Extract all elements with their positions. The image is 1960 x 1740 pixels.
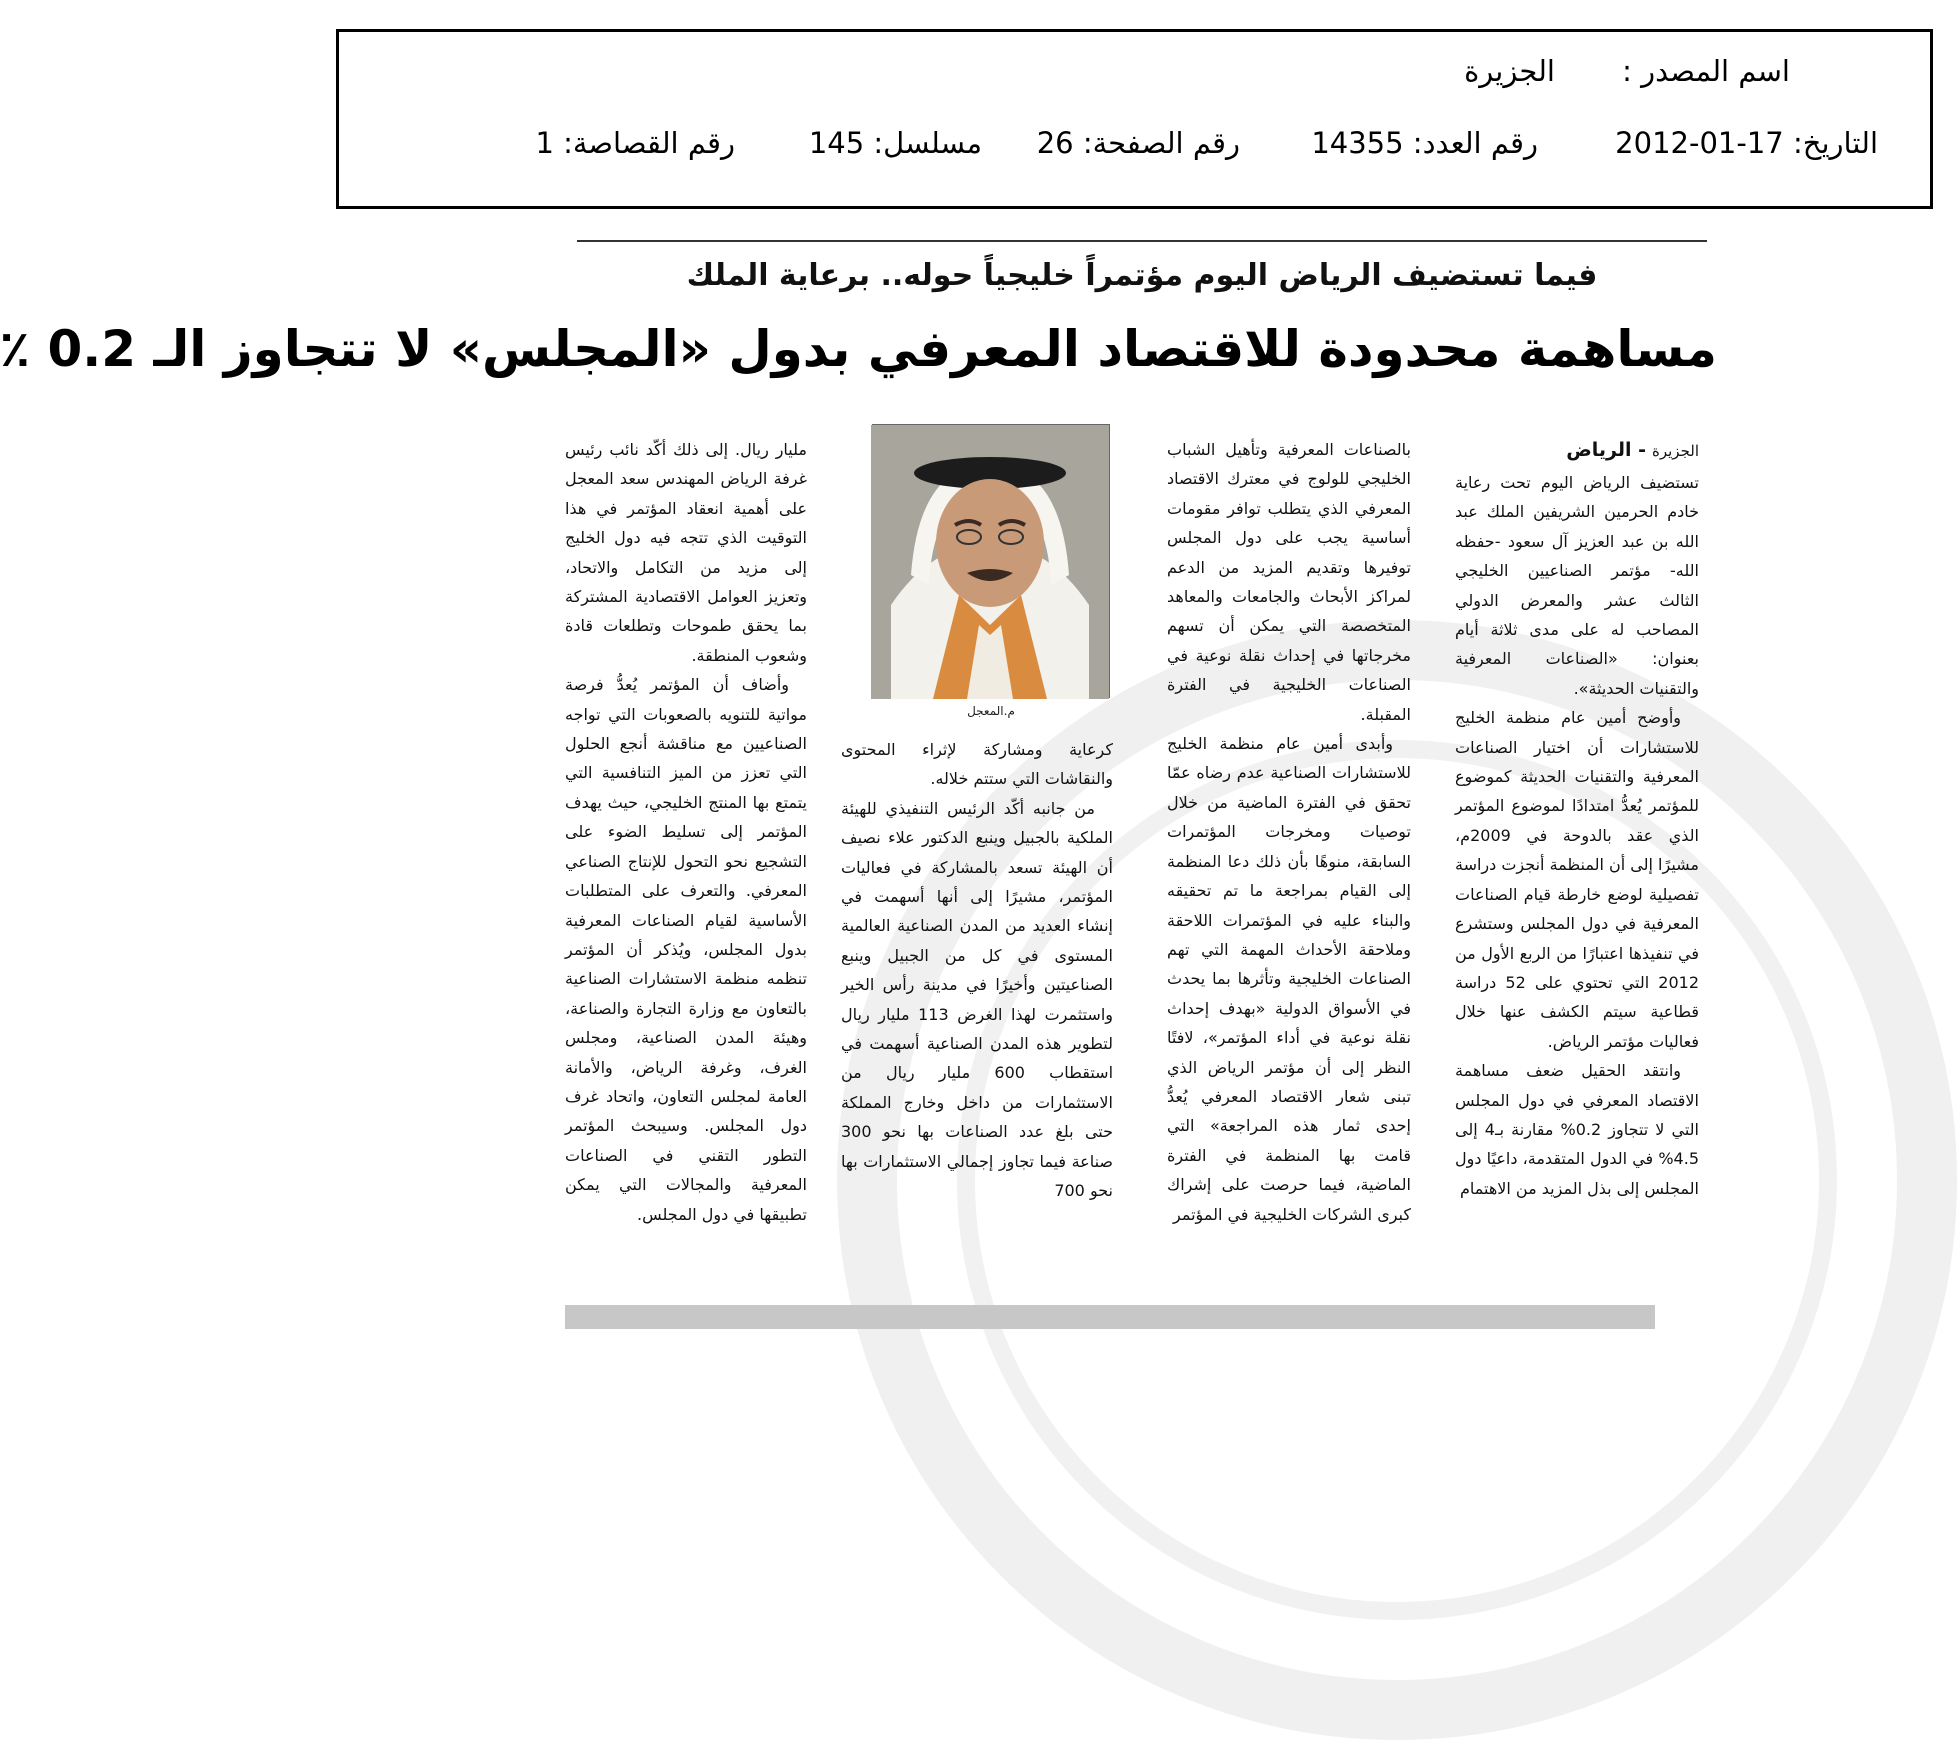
source-value: الجزيرة — [1464, 54, 1555, 88]
source-label: اسم المصدر : — [1622, 54, 1790, 88]
paragraph: بالصناعات المعرفية وتأهيل الشباب الخليجي للولوج في معترك الاقتصاد المعرفي الذي يتطلب توافر مقومات أساسية يجب على دول المجلس توفيرها وتقديم المزيد من الدعم لمراكز الأبحاث والجامعات والمعاهد المتخصصة التي يمكن أن تسهم مخرجاتها في إحداث نقلة نوعية في الصناعات الخليجية في الفترة المقبلة. — [1167, 440, 1411, 724]
paragraph: كرعاية ومشاركة لإثراء المحتوى والنقاشات التي ستتم خلاله. — [841, 740, 1113, 789]
paragraph: من جانبه أكّد الرئيس التنفيذي للهيئة الملكية بالجبيل وينبع الدكتور علاء نصيف أن الهيئة تسعد بالمشاركة في فعاليات المؤتمر، مشيرًا إلى أنها أسهمت في إنشاء العديد من المدن الصناعية العالمية المستوى في كل من الجبيل وينبع الصناعيتين وأخيرًا في مدينة رأس الخير واستثمرت لهذا الغرض 113 مليار ريال لتطوير هذه المدن الصناعية أسهمت في استقطاب 600 مليار ريال من الاستثمارات من داخل وخارج المملكة حتى بلغ عدد الصناعات بها نحو 300 صناعة فيما تجاوز إجمالي الاستثمارات بها نحو 700 — [841, 798, 1114, 1201]
serial-number-field: مسلسل: 145 — [808, 126, 982, 160]
byline — [1455, 435, 1699, 466]
photo-caption: م.المعجل — [967, 704, 1015, 718]
paragraph: وأضاف أن المؤتمر يُعدُّ فرصة مواتية للتنويه بالصعوبات التي تواجه الصناعيين مع مناقشة أنجع الحلول التي تعزز من الميز التنافسية التي يتمتع بها المنتج الخليجي، حيث يهدف المؤتمر إلى تسليط الضوء على التشجيع نحو التحول للإنتاج الصناعي المعرفي. والتعرف على المتطلبات الأساسية لقيام الصناعات المعرفية بدول المجلس، ويُذكر أن المؤتمر تنظمه منظمة الاستشارات الصناعية بالتعاون مع وزارة التجارة والصناعة، وهيئة المدن الصناعية، ومجلس الغرف، وغرفة الرياض، والأمانة العامة لمجلس التعاون، واتحاد غرف دول المجلس. وسيبحث المؤتمر التطور التقني في الصناعات المعرفية والمجالات التي يمكن تطبيقها في دول المجلس. — [565, 675, 807, 1224]
clipping-number-field: رقم القصاصة: 1 — [535, 126, 735, 160]
date-field: التاريخ: 17-01-2012 — [1615, 126, 1878, 160]
newspaper-clipping — [0, 240, 1733, 1420]
top-rule — [577, 240, 1707, 242]
article-column-3 — [841, 735, 1113, 1355]
paragraph: مليار ريال. إلى ذلك أكّد نائب رئيس غرفة الرياض المهندس سعد المعجل على أهمية انعقاد المؤتمر في هذا التوقيت الذي تتجه فيه دول الخليج إلى مزيد من التكامل والاتحاد، وتعزيز العوامل الاقتصادية المشتركة بما يحقق طموحات وتطلعات قادة وشعوب المنطقة. — [565, 440, 807, 665]
paragraph: وأبدى أمين عام منظمة الخليج للاستشارات الصناعية عدم رضاه عمّا تحقق في الفترة الماضية من خلال توصيات ومخرجات المؤتمرات السابقة، منوهًا بأن ذلك دعا المنظمة إلى القيام بمراجعة ما تم تحقيقه والبناء عليه في المؤتمرات اللاحقة وملاحقة الأحداث المهمة التي تهم الصناعات الخليجية وتأثرها بما يحدث في الأسواق الدولية «بهدف إحداث نقلة نوعية في أداء المؤتمر»، لافتًا النظر إلى أن مؤتمر الرياض الذي تبنى شعار الاقتصاد المعرفي يُعدُّ إحدى ثمار هذه المراجعة» التي قامت بها المنظمة في الفترة الماضية، فيما حرصت على إشراك كبرى الشركات الخليجية في المؤتمر — [1167, 734, 1411, 1224]
paragraph: تستضيف الرياض اليوم تحت رعاية خادم الحرمين الشريفين الملك عبد الله بن عبد العزيز آل سعود -حفظه الله- مؤتمر الصناعيين الخليجي الثالث عشر والمعرض الدولي المصاحب له على مدى ثلاثة أيام بعنوان: «الصناعات المعرفية والتقنيات الحديثة». — [1455, 473, 1699, 698]
paragraph: وأوضح أمين عام منظمة الخليج للاستشارات أن اختيار الصناعات المعرفية والتقنيات الحديثة كموضوع للمؤتمر يُعدُّ امتدادًا لموضوع المؤتمر الذي عقد بالدوحة في 2009م، مشيرًا إلى أن المنظمة أنجزت دراسة تفصيلية لوضع خارطة قيام الصناعات المعرفية في دول المجلس وستشرع في تنفيذها اعتبارًا من الربع الأول من 2012 التي تحتوي على 52 دراسة قطاعية سيتم الكشف عنها خلال فعاليات مؤتمر الرياض. — [1455, 708, 1700, 1051]
page-number-field: رقم الصفحة: 26 — [1036, 126, 1240, 160]
paragraph: وانتقد الحقيل ضعف مساهمة الاقتصاد المعرفي في دول المجلس التي لا تتجاوز 0.2% مقارنة بـ4 إلى 4.5% في الدول المتقدمة، داعيًا دول المجلس إلى بذل المزيد من الاهتمام — [1455, 1061, 1699, 1198]
article-headline: مساهمة محدودة للاقتصاد المعرفي بدول «المجلس» لا تتجاوز الـ 0.2 ٪ — [0, 320, 1717, 378]
issue-number-field: رقم العدد: 14355 — [1311, 126, 1538, 160]
byline-place: - الرياض — [1566, 439, 1646, 461]
bottom-rule — [565, 1305, 1655, 1329]
article-kicker: فيما تستضيف الرياض اليوم مؤتمراً خليجياً حوله.. برعاية الملك — [686, 258, 1598, 293]
byline-brand: الجزيرة — [1651, 442, 1699, 460]
portrait-illustration — [871, 425, 1109, 699]
portrait-photo — [872, 424, 1110, 698]
article-column-2 — [1167, 435, 1411, 1355]
article-column-1 — [1455, 435, 1699, 1355]
metadata-box — [336, 29, 1933, 209]
article-column-4 — [565, 435, 807, 1355]
